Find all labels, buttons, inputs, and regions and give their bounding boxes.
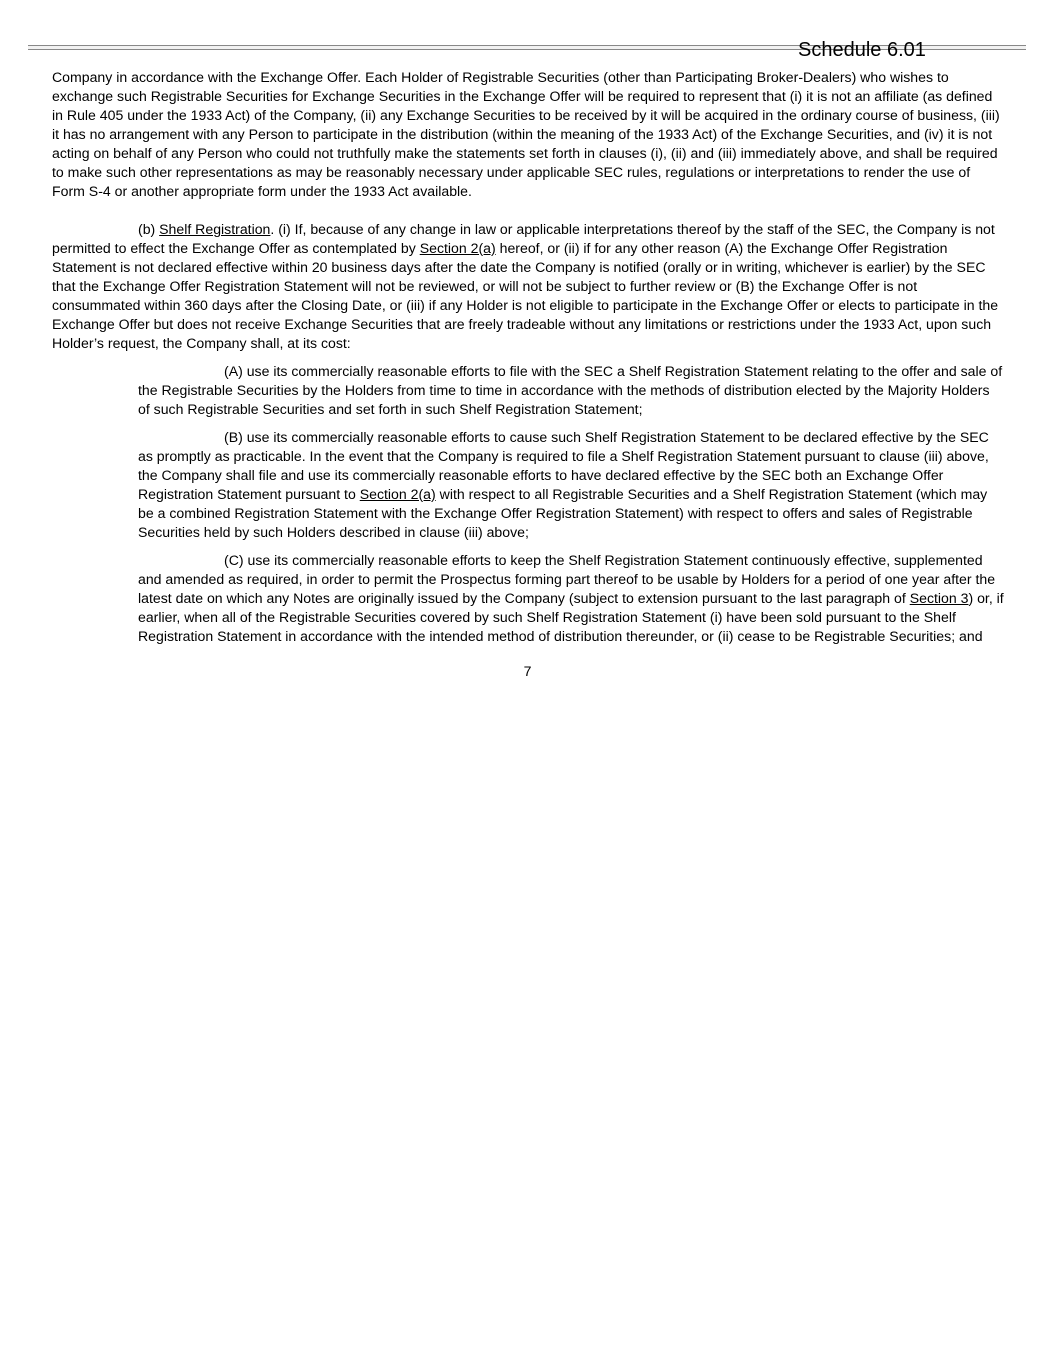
clause-c-text-1: (C) use its commercially reasonable efforts to keep the Shelf Registration Statement continuously effective, supplemented and amended as required, in order to permit the Prospectus forming part thereof to be usable by Holders for a period of one year after the latest date on which any Notes are originally issued by the Company (subject to extension pursuant to the last paragraph of: [138, 552, 996, 606]
schedule-label: Schedule 6.01: [798, 39, 926, 61]
paragraph-b-prefix: (b): [138, 221, 160, 237]
clause-b-text-2: with respect to all Registrable Securities and a Shelf Registration Statement (which may be a combined Registration Statement with the Exchange Offer Registration Statement) with respect to offers and sales of Registrable Securities held by such Holders described in clause (iii) above;: [138, 486, 988, 540]
clause-b: [138, 428, 1004, 542]
clause-c-text-2: ) or, if earlier, when all of the Registrable Securities covered by such Shelf Registration Statement (i) have been sold pursuant to the Shelf Registration Statement in accordance with the intended method of distribution thereunder, or (ii) cease to be Registrable Securities; and: [138, 590, 1004, 644]
page-number: 7: [523, 663, 532, 679]
clause-a: (A) use its commercially reasonable efforts to file with the SEC a Shelf Registration Statement relating to the offer and sale of the Registrable Securities by the Holders from time to time in accordance with the methods of distribution elected by the Majority Holders of such Registrable Securities and set forth in such Shelf Registration Statement;: [138, 363, 1003, 417]
paragraph-continuation: Company in accordance with the Exchange Offer. Each Holder of Registrable Securities (other than Participating Broker-Dealers) who wishes to exchange such Registrable Securities for Exchange Securities in the Exchange Offer will be required to represent that (i) it is not an affiliate (as defined in Rule 405 under the 1933 Act) of the Company, (ii) any Exchange Securities to be received by it will be acquired in the ordinary course of business, (iii) it has no arrangement with any Person to participate in the distribution (within the meaning of the 1933 Act) of the Exchange Securities, and (iv) it is not acting on behalf of any Person who could not truthfully make the statements set forth in clauses (i), (ii) and (iii) immediately above, and shall be required to make such other representations as may be reasonably necessary under applicable SEC rules, regulations or interpretations to render the use of Form S-4 or another appropriate form under the 1933 Act available.: [52, 69, 1000, 199]
shelf-registration-heading: Shelf Registration: [159, 221, 271, 237]
section-2a-reference: Section 2(a): [359, 486, 436, 502]
paragraph-b-text-2: hereof, or (ii) if for any other reason (A) the Exchange Offer Registration Statement is not declared effective within 20 business days after the date the Company is notified (orally or in writing, whichever is earlier) by the SEC that the Exchange Offer Registration Statement will not be reviewed, or will not be subject to further review or (B) the Exchange Offer is not consummated within 360 days after the Closing Date, or (iii) if any Holder is not eligible to participate in the Exchange Offer or elects to participate in the Exchange Offer but does not receive Exchange Securities that are freely tradeable without any limitations or restrictions under the 1933 Act, upon such Holder’s request, the Company shall, at its cost:: [52, 240, 999, 351]
section-3-reference: Section 3: [909, 590, 969, 606]
paragraph-b-text-1: . (i) If, because of any change in law or applicable interpretations thereof by the staff of the SEC, the Company is not permitted to effect the Exchange Offer as contemplated by: [52, 221, 995, 256]
paragraph-shelf-registration: [52, 220, 1004, 353]
section-2a-reference: Section 2(a): [419, 240, 496, 256]
document-body: [52, 68, 1004, 655]
clause-c: [138, 551, 1004, 646]
clause-b-text-1: (B) use its commercially reasonable efforts to cause such Shelf Registration Statement to be declared effective by the SEC as promptly as practicable. In the event that the Company is required to file a Shelf Registration Statement pursuant to clause (iii) above, the Company shall file and use its commercially reasonable efforts to have declared effective by the SEC both an Exchange Offer Registration Statement pursuant to: [138, 429, 989, 502]
